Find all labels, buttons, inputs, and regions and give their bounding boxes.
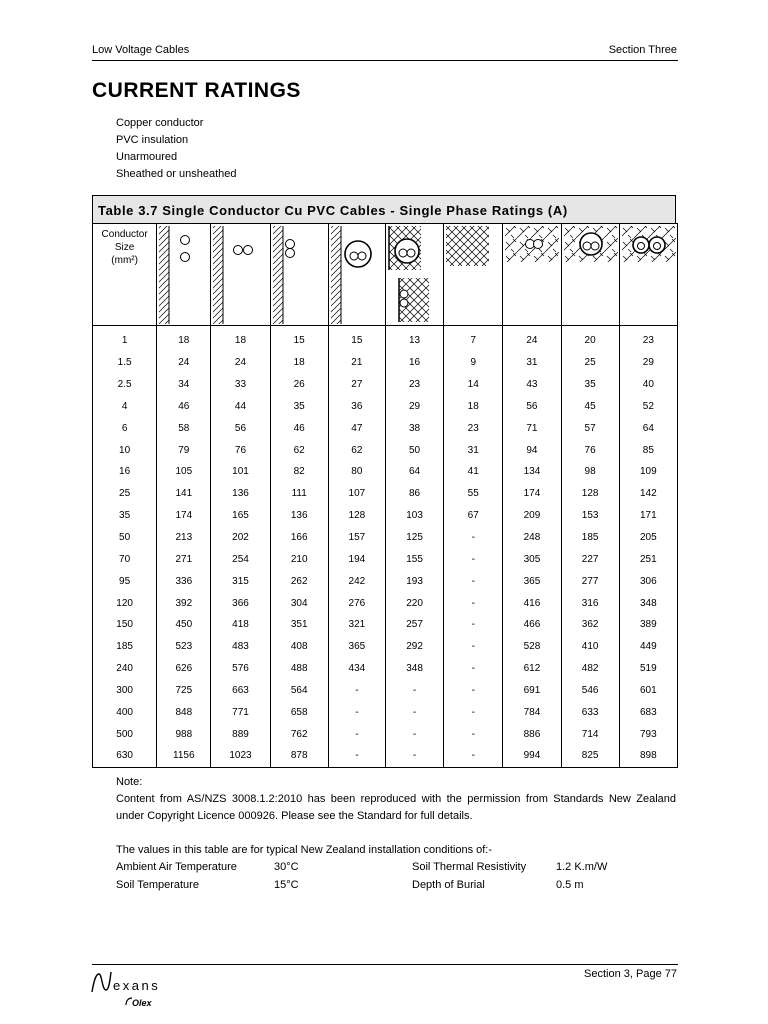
condition-label: Depth of Burial [412, 879, 485, 891]
condition-label: Ambient Air Temperature [116, 861, 237, 873]
rating-cell: 392 [157, 592, 211, 614]
rating-cell: - [444, 548, 503, 570]
rating-cell: 21 [328, 352, 385, 374]
table-row [93, 326, 678, 352]
rating-cell: 13 [385, 326, 443, 352]
conditions-labels-right [412, 858, 526, 894]
rating-cell: - [444, 680, 503, 702]
conductor-size-cell: 16 [93, 461, 157, 483]
condition-label: Soil Temperature [116, 879, 199, 891]
rating-cell: - [328, 723, 385, 745]
rating-cell: 466 [503, 614, 561, 636]
ratings-body [93, 326, 678, 768]
rating-cell: 271 [157, 548, 211, 570]
enclosed-in-wall-icon [385, 224, 443, 326]
rating-cell: 24 [157, 352, 211, 374]
rating-cell: 31 [503, 352, 561, 374]
rating-cell: 784 [503, 701, 561, 723]
rating-cell: - [444, 723, 503, 745]
table-row [93, 701, 678, 723]
rating-cell: 220 [385, 592, 443, 614]
rating-cell: 205 [619, 527, 677, 549]
nexans-logo [88, 966, 188, 1010]
footer-rule [92, 964, 678, 965]
rating-cell: 136 [211, 483, 270, 505]
rating-cell: 86 [385, 483, 443, 505]
rating-cell: 251 [619, 548, 677, 570]
rating-cell: 56 [503, 396, 561, 418]
rating-cell: - [444, 527, 503, 549]
table-row [93, 548, 678, 570]
ratings-table [92, 223, 678, 768]
rating-cell: 304 [270, 592, 328, 614]
property-sheath: Sheathed or unsheathed [116, 168, 237, 180]
rating-cell: 601 [619, 680, 677, 702]
buried-conduit-icon [561, 224, 619, 326]
rating-cell: 351 [270, 614, 328, 636]
rating-cell: 94 [503, 439, 561, 461]
table-row [93, 658, 678, 680]
table-row [93, 505, 678, 527]
rating-cell: - [444, 570, 503, 592]
note-content: Content from AS/NZS 3008.1.2:2010 has been reproduced with the permission from Standards New Zealand under Copyright Licence 000926. Please see the Standard for full details. [116, 793, 676, 822]
table-row [93, 680, 678, 702]
rating-cell: 658 [270, 701, 328, 723]
rating-cell: 76 [211, 439, 270, 461]
condition-value: 0.5 m [556, 879, 584, 891]
rating-cell: 79 [157, 439, 211, 461]
conductor-size-cell: 185 [93, 636, 157, 658]
rating-cell: 878 [270, 745, 328, 767]
table-row [93, 352, 678, 374]
note-label: Note: [116, 776, 143, 788]
rating-cell: 306 [619, 570, 677, 592]
rating-cell: 663 [211, 680, 270, 702]
rating-cell: 242 [328, 570, 385, 592]
logo-text: exans [113, 978, 161, 993]
rating-cell: 213 [157, 527, 211, 549]
rating-cell: 43 [503, 374, 561, 396]
rating-cell: 40 [619, 374, 677, 396]
rating-cell: 62 [270, 439, 328, 461]
rating-cell: 15 [328, 326, 385, 352]
rating-cell: 107 [328, 483, 385, 505]
rating-cell: 24 [211, 352, 270, 374]
conductor-size-cell: 1 [93, 326, 157, 352]
rating-cell: 64 [385, 461, 443, 483]
rating-cell: 45 [561, 396, 619, 418]
rating-cell: 633 [561, 701, 619, 723]
rating-cell: 67 [444, 505, 503, 527]
rating-cell: - [444, 745, 503, 767]
rating-cell: 564 [270, 680, 328, 702]
table-row [93, 614, 678, 636]
spaced-horizontal-icon [211, 224, 270, 326]
conductor-size-cell: 4 [93, 396, 157, 418]
rating-cell: 488 [270, 658, 328, 680]
rating-cell: 227 [561, 548, 619, 570]
rating-cell: 254 [211, 548, 270, 570]
thermal-insulation-icon [444, 224, 503, 326]
conditions-intro: The values in this table are for typical New Zealand installation conditions of:- [116, 844, 493, 856]
rating-cell: 111 [270, 483, 328, 505]
rating-cell: 210 [270, 548, 328, 570]
rating-cell: 365 [503, 570, 561, 592]
property-armour: Unarmoured [116, 151, 178, 163]
rating-cell: 483 [211, 636, 270, 658]
rating-cell: 825 [561, 745, 619, 767]
rating-cell: 292 [385, 636, 443, 658]
table-row [93, 396, 678, 418]
conductor-size-cell: 300 [93, 680, 157, 702]
table-row [93, 461, 678, 483]
rating-cell: 26 [270, 374, 328, 396]
conductor-size-cell: 150 [93, 614, 157, 636]
table-row [93, 636, 678, 658]
rating-cell: 109 [619, 461, 677, 483]
rating-cell: 762 [270, 723, 328, 745]
conductor-size-cell: 70 [93, 548, 157, 570]
rating-cell: - [328, 680, 385, 702]
rating-cell: 134 [503, 461, 561, 483]
rating-cell: 62 [328, 439, 385, 461]
rating-cell: - [328, 745, 385, 767]
rating-cell: 18 [157, 326, 211, 352]
spaced-vertical-icon [157, 224, 211, 326]
rating-cell: 209 [503, 505, 561, 527]
rating-cell: 46 [270, 417, 328, 439]
conductor-size-cell: 400 [93, 701, 157, 723]
rating-cell: 141 [157, 483, 211, 505]
rating-cell: 24 [503, 326, 561, 352]
rating-cell: 76 [561, 439, 619, 461]
rating-cell: 153 [561, 505, 619, 527]
rating-cell: 410 [561, 636, 619, 658]
table-row [93, 723, 678, 745]
rating-cell: 362 [561, 614, 619, 636]
rating-cell: 18 [270, 352, 328, 374]
rating-cell: 128 [328, 505, 385, 527]
table-title: Table 3.7 Single Conductor Cu PVC Cables - Single Phase Ratings (A) [92, 195, 676, 224]
rating-cell: 450 [157, 614, 211, 636]
rating-cell: 165 [211, 505, 270, 527]
conductor-size-cell: 500 [93, 723, 157, 745]
rating-cell: 408 [270, 636, 328, 658]
rating-cell: 365 [328, 636, 385, 658]
rating-cell: 348 [619, 592, 677, 614]
rating-cell: 691 [503, 680, 561, 702]
rating-cell: 46 [157, 396, 211, 418]
rating-cell: - [444, 614, 503, 636]
rating-cell: - [385, 680, 443, 702]
property-conductor: Copper conductor [116, 117, 204, 129]
rating-cell: 174 [157, 505, 211, 527]
rating-cell: - [444, 658, 503, 680]
conductor-size-cell: 6 [93, 417, 157, 439]
rating-cell: 155 [385, 548, 443, 570]
rating-cell: 994 [503, 745, 561, 767]
rating-cell: 44 [211, 396, 270, 418]
rating-cell: 80 [328, 461, 385, 483]
rating-cell: 277 [561, 570, 619, 592]
conditions-values-right [556, 858, 607, 894]
condition-label: Soil Thermal Resistivity [412, 861, 527, 873]
rating-cell: 886 [503, 723, 561, 745]
rating-cell: 136 [270, 505, 328, 527]
rating-cell: 257 [385, 614, 443, 636]
rating-cell: 449 [619, 636, 677, 658]
rating-cell: 771 [211, 701, 270, 723]
rating-cell: 166 [270, 527, 328, 549]
rating-cell: 434 [328, 658, 385, 680]
rating-cell: 9 [444, 352, 503, 374]
rating-cell: - [444, 636, 503, 658]
rating-cell: 38 [385, 417, 443, 439]
table-row [93, 439, 678, 461]
condition-value: 1.2 K.m/W [556, 861, 608, 873]
rating-cell: 262 [270, 570, 328, 592]
rating-cell: 171 [619, 505, 677, 527]
rating-cell: 103 [385, 505, 443, 527]
conductor-size-cell: 120 [93, 592, 157, 614]
condition-value: 30°C [274, 861, 299, 873]
rating-cell: 576 [211, 658, 270, 680]
rating-cell: 389 [619, 614, 677, 636]
conductor-size-cell: 50 [93, 527, 157, 549]
rating-cell: 898 [619, 745, 677, 767]
rating-cell: 366 [211, 592, 270, 614]
rating-cell: 1156 [157, 745, 211, 767]
conductor-size-cell: 35 [93, 505, 157, 527]
rating-cell: 101 [211, 461, 270, 483]
rating-cell: 35 [270, 396, 328, 418]
rating-cell: 626 [157, 658, 211, 680]
direct-buried-icon [503, 224, 561, 326]
rating-cell: 82 [270, 461, 328, 483]
rating-cell: 25 [561, 352, 619, 374]
rating-cell: 416 [503, 592, 561, 614]
rating-cell: 58 [157, 417, 211, 439]
rating-cell: 348 [385, 658, 443, 680]
rating-cell: 202 [211, 527, 270, 549]
rating-cell: 18 [444, 396, 503, 418]
rating-cell: 14 [444, 374, 503, 396]
rating-cell: 34 [157, 374, 211, 396]
rating-cell: 29 [619, 352, 677, 374]
rating-cell: 157 [328, 527, 385, 549]
conductor-size-cell: 240 [93, 658, 157, 680]
buried-separate-conduits-icon [619, 224, 677, 326]
rating-cell: 23 [619, 326, 677, 352]
table-row [93, 527, 678, 549]
rating-cell: 418 [211, 614, 270, 636]
rating-cell: 546 [561, 680, 619, 702]
rating-cell: - [385, 723, 443, 745]
conductor-size-cell: 630 [93, 745, 157, 767]
header-left: Low Voltage Cables [92, 44, 190, 56]
rating-cell: 18 [211, 326, 270, 352]
rating-cell: 23 [444, 417, 503, 439]
rating-cell: 15 [270, 326, 328, 352]
conductor-size-cell: 1.5 [93, 352, 157, 374]
rating-cell: 33 [211, 374, 270, 396]
rating-cell: 714 [561, 723, 619, 745]
rating-cell: 142 [619, 483, 677, 505]
header-rule [92, 60, 678, 61]
rating-cell: 16 [385, 352, 443, 374]
rating-cell: 276 [328, 592, 385, 614]
rating-cell: 29 [385, 396, 443, 418]
table-row [93, 745, 678, 767]
rating-cell: 7 [444, 326, 503, 352]
rating-cell: 315 [211, 570, 270, 592]
conductor-size-cell: 2.5 [93, 374, 157, 396]
logo-sub: Olex [132, 998, 152, 1008]
rating-cell: 193 [385, 570, 443, 592]
rating-cell: 336 [157, 570, 211, 592]
rating-cell: 36 [328, 396, 385, 418]
rating-cell: 64 [619, 417, 677, 439]
rating-cell: - [444, 701, 503, 723]
rating-cell: 23 [385, 374, 443, 396]
installation-icons-row [93, 224, 678, 326]
rating-cell: 528 [503, 636, 561, 658]
touching-vertical-icon [270, 224, 328, 326]
rating-cell: 725 [157, 680, 211, 702]
conditions-labels-left [116, 858, 237, 894]
rating-cell: 185 [561, 527, 619, 549]
rating-cell: 889 [211, 723, 270, 745]
table-row [93, 483, 678, 505]
conductor-size-cell: 25 [93, 483, 157, 505]
rating-cell: 523 [157, 636, 211, 658]
table-row [93, 417, 678, 439]
conduit-in-air-icon [328, 224, 385, 326]
rating-cell: 41 [444, 461, 503, 483]
rating-cell: 98 [561, 461, 619, 483]
rating-cell: 85 [619, 439, 677, 461]
rating-cell: 50 [385, 439, 443, 461]
rating-cell: 683 [619, 701, 677, 723]
condition-value: 15°C [274, 879, 299, 891]
conductor-size-cell: 10 [93, 439, 157, 461]
conditions-values-left [274, 858, 299, 894]
rating-cell: 52 [619, 396, 677, 418]
cable-properties [116, 115, 237, 183]
rating-cell: 321 [328, 614, 385, 636]
rating-cell: 20 [561, 326, 619, 352]
rating-cell: 793 [619, 723, 677, 745]
notes [116, 774, 676, 859]
rating-cell: 128 [561, 483, 619, 505]
rating-cell: 125 [385, 527, 443, 549]
rating-cell: 57 [561, 417, 619, 439]
table-row [93, 374, 678, 396]
rating-cell: - [444, 592, 503, 614]
rating-cell: 305 [503, 548, 561, 570]
property-insulation: PVC insulation [116, 134, 189, 146]
rating-cell: 47 [328, 417, 385, 439]
rating-cell: - [328, 701, 385, 723]
page-number: Section 3, Page 77 [584, 968, 677, 980]
rating-cell: 519 [619, 658, 677, 680]
rating-cell: 248 [503, 527, 561, 549]
rating-cell: 1023 [211, 745, 270, 767]
rating-cell: 848 [157, 701, 211, 723]
rating-cell: 27 [328, 374, 385, 396]
header-right: Section Three [608, 44, 677, 56]
rating-cell: 31 [444, 439, 503, 461]
rating-cell: 612 [503, 658, 561, 680]
conductor-size-header: Conductor Size (mm²) [93, 224, 157, 326]
rating-cell: 56 [211, 417, 270, 439]
rating-cell: 316 [561, 592, 619, 614]
rating-cell: 988 [157, 723, 211, 745]
rating-cell: - [385, 745, 443, 767]
rating-cell: 194 [328, 548, 385, 570]
conductor-size-cell: 95 [93, 570, 157, 592]
rating-cell: 55 [444, 483, 503, 505]
table-row [93, 592, 678, 614]
table-row [93, 570, 678, 592]
rating-cell: 174 [503, 483, 561, 505]
rating-cell: - [385, 701, 443, 723]
rating-cell: 482 [561, 658, 619, 680]
page-title: CURRENT RATINGS [92, 79, 301, 102]
rating-cell: 71 [503, 417, 561, 439]
rating-cell: 35 [561, 374, 619, 396]
rating-cell: 105 [157, 461, 211, 483]
